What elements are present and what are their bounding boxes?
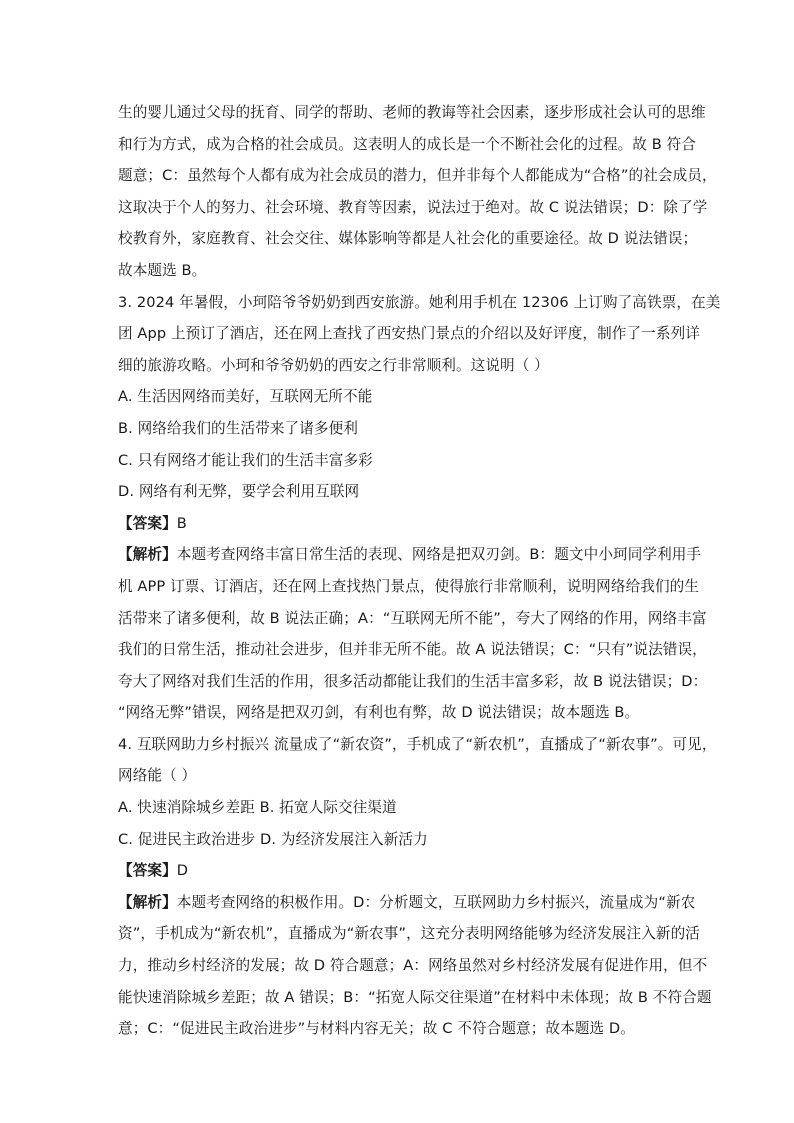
option-c: C. 只有网络才能让我们的生活丰富多彩	[118, 451, 373, 469]
question-stem-line: 4. 互联网助力乡村振兴 流量成了“新农资”，手机成了“新农机”，直播成了“新农事”。可见，	[118, 735, 717, 753]
question-stem-line: 细的旅游攻略。小珂和爷爷奶奶的西安之行非常顺利。这说明（ ）	[118, 356, 549, 374]
question-4	[118, 729, 717, 1045]
analysis-line: 夸大了网络对我们生活的作用，很多活动都能让我们的生活丰富多彩，故 B 说法错误；D：	[118, 672, 708, 690]
analysis-line	[118, 539, 702, 571]
q2-explanation-continued	[118, 97, 717, 287]
analysis-text: 本题考查网络的积极作用。D：分析题文，互联网助力乡村振兴，流量成为“新农	[176, 893, 696, 911]
analysis-line: 意；C：“促进民主政治进步”与材料内容无关；故 C 不符合题意；故本题选 D。	[118, 1020, 635, 1038]
question-stem-line: 3. 2024 年暑假，小珂陪爷爷奶奶到西安旅游。她利用手机在 12306 上订购了高铁票，在美	[118, 293, 721, 311]
analysis-line: 我们的日常生活，推动社会进步，但并非无所不能。故 A 说法错误；C：“只有”说法错误，	[118, 641, 707, 659]
answer-line	[118, 855, 690, 887]
question-stem-line: 网络能（ ）	[118, 767, 197, 785]
text-line: 校教育外，家庭教育、社会交往、媒体影响等都是人社会化的重要途径。故 D 说法错误；	[118, 230, 698, 248]
option-a: A. 生活因网络而美好，互联网无所不能	[118, 388, 373, 406]
text-line: 故本题选 B。	[118, 261, 207, 279]
option-row-cd: C. 促进民主政治进步 D. 为经济发展注入新活力	[118, 830, 428, 848]
analysis-line: 力，推动乡村经济的发展；故 D 符合题意；A：网络虽然对乡村经济发展有促进作用，但不	[118, 957, 708, 975]
question-stem-line: 团 App 上预订了酒店，还在网上查找了西安热门景点的介绍以及好评度，制作了一系列详	[118, 325, 700, 343]
text-line: 题意；C：虽然每个人都有成为社会成员的潜力，但并非每个人都能成为“合格”的社会成员，	[118, 167, 717, 185]
analysis-line: 机 APP 订票、订酒店，还在网上查找热门景点，使得旅行非常顺利，说明网络给我们的生	[118, 577, 700, 595]
answer-value: B	[176, 514, 187, 532]
analysis-label: 【解析】	[118, 546, 177, 564]
question-3	[118, 287, 721, 729]
analysis-line: 活带来了诸多便利，故 B 说法正确；A：“互联网无所不能”，夸大了网络的作用，网络丰富	[118, 609, 707, 627]
analysis-line: 资”，手机成为“新农机”，直播成为“新农事”，这充分表明网络能够为经济发展注入新的活	[118, 925, 700, 943]
answer-value: D	[176, 862, 189, 880]
option-b: B. 网络给我们的生活带来了诸多便利	[118, 419, 358, 437]
analysis-text: 本题考查网络丰富日常生活的表现、网络是把双刃剑。B：题文中小珂同学利用手	[176, 546, 702, 564]
text-line: 生的婴儿通过父母的抚育、同学的帮助、老师的教诲等社会因素，逐步形成社会认可的思维	[118, 104, 706, 121]
analysis-line: “网络无弊”错误，网络是把双刃剑，有利也有弊，故 D 说法错误；故本题选 B。	[118, 704, 640, 722]
answer-label: 【答案】	[118, 514, 177, 532]
analysis-label: 【解析】	[118, 893, 177, 911]
analysis-line	[118, 887, 696, 919]
text-line: 这取决于个人的努力、社会环境、教育等因素，说法过于绝对。故 C 说法错误；D：除了学	[118, 198, 708, 216]
answer-line	[118, 508, 690, 540]
document-page	[118, 97, 721, 1045]
option-d: D. 网络有利无弊，要学会利用互联网	[118, 483, 360, 501]
answer-label: 【答案】	[118, 862, 177, 880]
analysis-line: 能快速消除城乡差距；故 A 错误；B：“拓宽人际交往渠道”在材料中未体现；故 B 不符合题	[118, 988, 712, 1006]
text-line: 和行为方式，成为合格的社会成员。这表明人的成长是一个不断社会化的过程。故 B 符合	[118, 135, 696, 153]
option-row-ab: A. 快速消除城乡差距 B. 拓宽人际交往渠道	[118, 799, 397, 817]
